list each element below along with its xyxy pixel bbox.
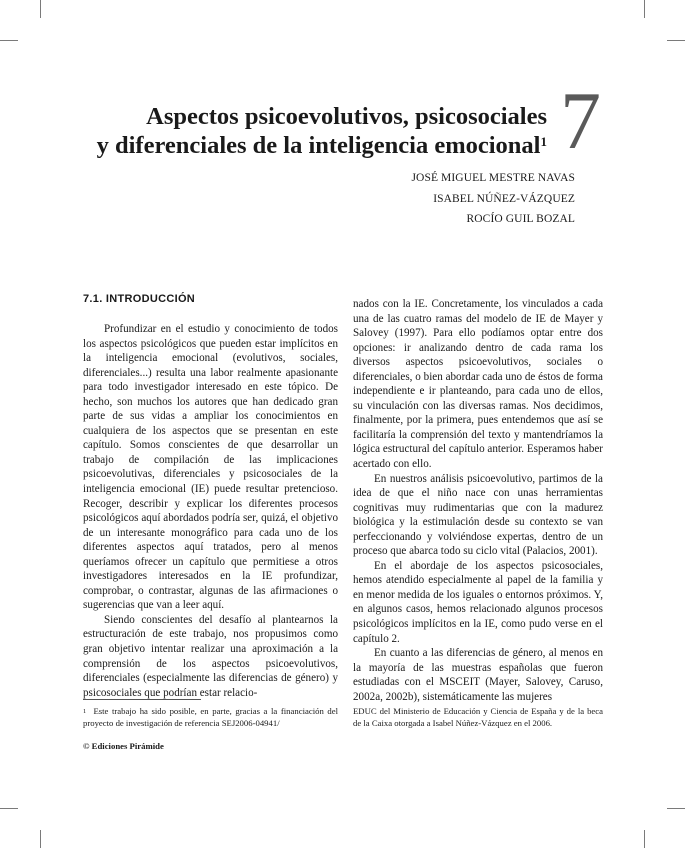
chapter-title-line-2-text: y diferenciales de la inteligencia emocional [96,132,541,159]
crop-mark-right-lower [667,808,685,809]
paragraph: Siendo conscientes del desafío al plantearnos la estructuración de este trabajo, nos propusimos como gran objetivo intentar realizar una aproximación a la comprensión de los aspectos psicoevolutivos, diferenciales (especialmente las diferencias de género) y psicosociales que podrían estar relacio- [83,613,338,699]
crop-mark-top-left [40,0,41,18]
paragraph: En cuanto a las diferencias de género, al menos en la mayoría de las muestras españolas que fueron estudiadas con el MSCEIT (Mayer, Salovey, Caruso, 2002a, 2002b), sistemáticamente las mujeres [353,647,603,703]
crop-mark-left-lower [0,808,18,809]
section-heading: 7.1. INTRODUCCIÓN [83,293,196,305]
paragraph: En nuestros análisis psicoevolutivo, partimos de la idea de que el niño nace con unas herramientas cognitivas muy rudimentarias que con la madurez biológica y la estimulación desde su contexto se van perfeccionando y volviéndose expertas, dentro de un proceso que abarca todo su ciclo vital (Palacios, 2001). [353,472,603,558]
crop-mark-right-upper [667,40,685,41]
author-list [411,168,575,230]
footnote-rule [83,699,201,700]
paragraph: En el abordaje de los aspectos psicosociales, hemos atendido especialmente al papel de la familia y en menor medida de los iguales o entornos próximos. Y, en algunos casos, hemos relacionado algunos procesos psicológicos implícitos en la IE, como pudo verse en el capítulo 2. [353,559,603,645]
chapter-number: 7 [560,75,601,166]
crop-mark-left-upper [0,40,18,41]
chapter-title-line-1: Aspectos psicoevolutivos, psicosociales [146,103,547,130]
footnote-right: EDUC del Ministerio de Educación y Ciencia de España y de la beca de la Caixa otorgada a Isabel Núñez-Vázquez en el 2006. [353,706,603,728]
right-column [353,297,603,704]
author-2: ISABEL NÚÑEZ-VÁZQUEZ [433,192,575,205]
paragraph: nados con la IE. Concretamente, los vinculados a cada una de las cuatro ramas del modelo de IE de Mayer y Salovey (1997). Para ello podíamos optar entre dos opciones: ir analizando dentro de cada rama los diversos aspectos psicoevolutivos, sociales o diferenciales, o bien abordar cada uno de éstos de forma independiente e ir planteando, para cada uno de ellos, su vinculación con las diversas ramas. Nos decidimos, finalmente, por la primera, pues entendemos que así se facilitaría la comprensión del texto y mantendríamos la lógica estructural del capítulo anterior. Esperamos haber acertado con ello. [353,298,603,471]
chapter-title-line-2 [27,131,547,160]
footnote-left [83,706,338,730]
crop-mark-bottom-right [644,830,645,848]
publisher-credit: © Ediciones Pirámide [83,741,164,751]
paragraph: Profundizar en el estudio y conocimiento de todos los aspectos psicológicos que pueden estar implícitos en la inteligencia emocional (evolutivos, sociales, diferenciales...) resulta una labor realmente apasionante para todo investigador interesado en este tópico. De hecho, son muchos los autores que han dedicado gran parte de sus vidas a ampliar los conocimientos en cualquiera de los aspectos que se presentan en este capítulo. Somos conscientes de que desarrollar un trabajo de compilación de las implicaciones psicoevolutivas, diferenciales y psicosociales de la inteligencia emocional (IE) puede resultar pretencioso. Recoger, describir y explicar los diferentes procesos psicológicos aquí abordados podría ser, quizá, el objetivo de un interesante monográfico para cada uno de los diferentes aspectos aquí tratados, pero al menos queríamos ofrecer un capítulo que permitiese a otros investigadores interesados en la IE profundizar, comprobar, o contrastar, algunas de las afirmaciones o sugerencias que van a leer aquí. [83,323,338,612]
chapter-title [27,102,547,160]
footnote-reference: 1 [540,134,547,149]
footnote-text-left: Este trabajo ha sido posible, en parte, gracias a la financiación del proyecto de investigación de referencia SEJ2006-04941/ [83,706,338,728]
crop-mark-bottom-left [40,830,41,848]
crop-mark-top-right [644,0,645,18]
author-1: JOSÉ MIGUEL MESTRE NAVAS [411,172,575,184]
author-3: ROCÍO GUIL BOZAL [466,213,575,225]
footnote-mark: 1 [83,708,87,715]
left-column [83,322,338,700]
